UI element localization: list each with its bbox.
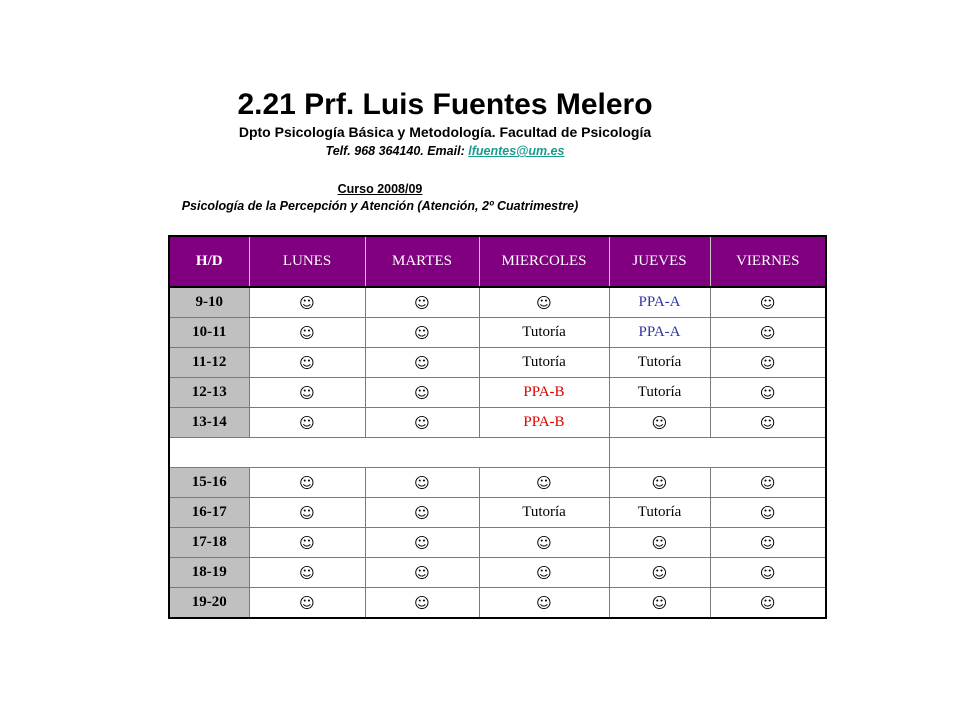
smiley-icon: ☺ — [609, 528, 710, 558]
schedule-row — [169, 528, 826, 558]
smiley-icon: ☺ — [710, 378, 826, 408]
hour-cell: 13-14 — [169, 408, 249, 438]
schedule-row — [169, 498, 826, 528]
day-header: MARTES — [365, 236, 479, 287]
class-slot: PPA-B — [479, 408, 609, 438]
schedule-row — [169, 408, 826, 438]
department-line: Dpto Psicología Básica y Metodología. Facultad de Psicología — [238, 124, 652, 140]
break-cell — [169, 438, 609, 468]
smiley-icon: ☺ — [365, 468, 479, 498]
tutoring-slot: Tutoría — [609, 498, 710, 528]
schedule-row — [169, 318, 826, 348]
smiley-icon: ☺ — [479, 588, 609, 619]
smiley-icon: ☺ — [249, 558, 365, 588]
tutoring-slot: Tutoría — [479, 348, 609, 378]
schedule-row — [169, 468, 826, 498]
day-header: JUEVES — [609, 236, 710, 287]
hour-cell: 11-12 — [169, 348, 249, 378]
tutoring-slot: Tutoría — [479, 498, 609, 528]
hour-cell: 18-19 — [169, 558, 249, 588]
contact-line — [0, 143, 890, 159]
smiley-icon: ☺ — [249, 588, 365, 619]
smiley-icon: ☺ — [710, 528, 826, 558]
smiley-icon: ☺ — [710, 318, 826, 348]
day-header: VIERNES — [710, 236, 826, 287]
smiley-icon: ☺ — [710, 287, 826, 318]
smiley-icon: ☺ — [710, 348, 826, 378]
smiley-icon: ☺ — [365, 558, 479, 588]
class-slot: PPA-A — [609, 318, 710, 348]
smiley-icon: ☺ — [249, 378, 365, 408]
hour-cell: 17-18 — [169, 528, 249, 558]
schedule-header-row — [169, 236, 826, 287]
smiley-icon: ☺ — [249, 287, 365, 318]
corner-header: H/D — [169, 236, 249, 287]
day-header: MIERCOLES — [479, 236, 609, 287]
smiley-icon: ☺ — [365, 318, 479, 348]
smiley-icon: ☺ — [710, 498, 826, 528]
page-title: 2.21 Prf. Luis Fuentes Melero — [237, 88, 653, 121]
schedule-row — [169, 558, 826, 588]
smiley-icon: ☺ — [479, 468, 609, 498]
break-cell — [609, 438, 826, 468]
lunch-break-row — [169, 438, 826, 468]
email-link[interactable]: lfuentes@um.es — [468, 144, 565, 158]
smiley-icon: ☺ — [710, 558, 826, 588]
smiley-icon: ☺ — [365, 287, 479, 318]
hour-cell: 10-11 — [169, 318, 249, 348]
hour-cell: 12-13 — [169, 378, 249, 408]
tutoring-slot: Tutoría — [479, 318, 609, 348]
smiley-icon: ☺ — [249, 318, 365, 348]
smiley-icon: ☺ — [609, 468, 710, 498]
smiley-icon: ☺ — [710, 588, 826, 619]
smiley-icon: ☺ — [249, 498, 365, 528]
smiley-icon: ☺ — [249, 528, 365, 558]
smiley-icon: ☺ — [365, 408, 479, 438]
smiley-icon: ☺ — [249, 468, 365, 498]
course-year: Curso 2008/09 — [337, 182, 423, 196]
tutoring-slot: Tutoría — [609, 378, 710, 408]
smiley-icon: ☺ — [479, 528, 609, 558]
schedule-table — [168, 235, 827, 619]
smiley-icon: ☺ — [365, 528, 479, 558]
subject-title: Psicología de la Percepción y Atención (Atención, 2º Cuatrimestre) — [181, 199, 579, 213]
schedule-row — [169, 588, 826, 619]
smiley-icon: ☺ — [609, 588, 710, 619]
hour-cell: 19-20 — [169, 588, 249, 619]
smiley-icon: ☺ — [365, 498, 479, 528]
smiley-icon: ☺ — [249, 348, 365, 378]
smiley-icon: ☺ — [249, 408, 365, 438]
smiley-icon: ☺ — [710, 408, 826, 438]
smiley-icon: ☺ — [609, 408, 710, 438]
schedule-row — [169, 348, 826, 378]
class-slot: PPA-A — [609, 287, 710, 318]
smiley-icon: ☺ — [479, 558, 609, 588]
day-header: LUNES — [249, 236, 365, 287]
smiley-icon: ☺ — [365, 588, 479, 619]
smiley-icon: ☺ — [710, 468, 826, 498]
smiley-icon: ☺ — [365, 348, 479, 378]
tutoring-slot: Tutoría — [609, 348, 710, 378]
smiley-icon: ☺ — [479, 287, 609, 318]
smiley-icon: ☺ — [365, 378, 479, 408]
smiley-icon: ☺ — [609, 558, 710, 588]
schedule-row — [169, 287, 826, 318]
class-slot: PPA-B — [479, 378, 609, 408]
phone-label: Telf. 968 364140. Email: — [325, 144, 469, 158]
schedule-row — [169, 378, 826, 408]
hour-cell: 9-10 — [169, 287, 249, 318]
hour-cell: 15-16 — [169, 468, 249, 498]
hour-cell: 16-17 — [169, 498, 249, 528]
